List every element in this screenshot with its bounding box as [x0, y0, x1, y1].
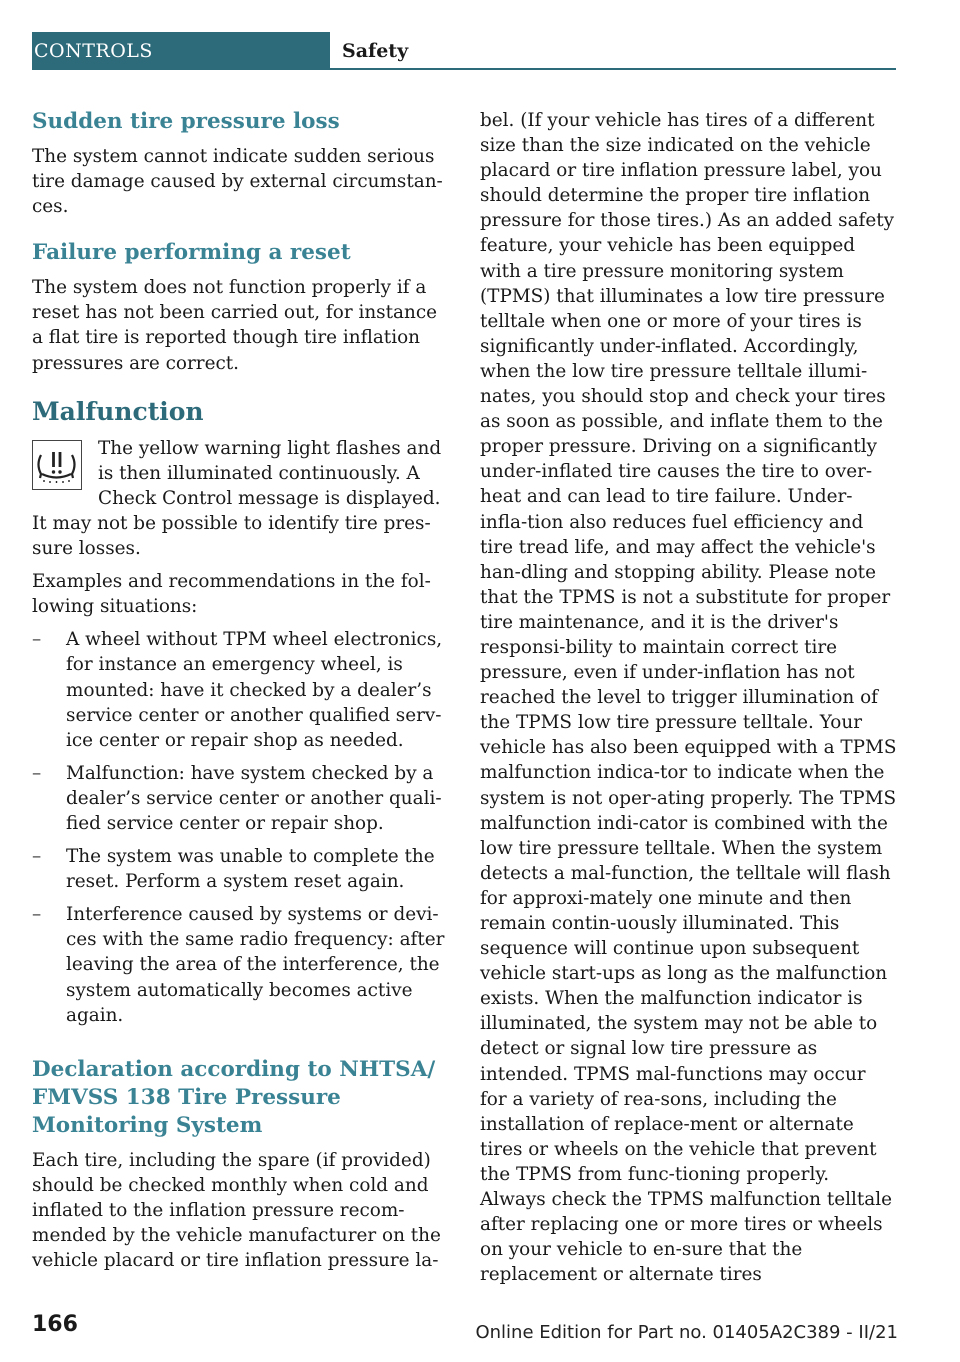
- list-item-text: Malfunction: have system checked by a dealer’s service center or another quali-fied service center or repair shop.: [66, 762, 442, 834]
- paragraph-not-possible: It may not be possible to identify tire pres-sure losses.: [32, 512, 431, 560]
- paragraph-declaration: Each tire, including the spare (if provided) should be checked monthly when cold and inflated to the inflation pressure recom-mended by the vehicle manufacturer on the vehicle placard or tire inflation pressure la-: [32, 1149, 441, 1272]
- list-item: [32, 627, 452, 752]
- paragraph-sudden-loss: The system cannot indicate sudden serious tire damage caused by external circumstan-ces.: [32, 146, 443, 218]
- paragraph-declaration-continued: bel. (If your vehicle has tires of a different size than the size indicated on the vehicle placard or tire inflation pressure label, you should determine the proper tire inflation pressure for those tires.) As an added safety feature, your vehicle has been equipped with a tire pressure monitoring system (TPMS) that illuminates a low tire pressure telltale when one or more of your tires is significantly under-inflated. Accordingly, when the low tire pressure telltale illumi-nates, you should stop and check your tires as soon as possible, and inflate them to the proper pressure. Driving on a significantly under-inflated tire causes the tire to over-heat and can lead to tire failure. Under-infla-tion also reduces fuel efficiency and tire tread life, and may affect the vehicle's han-dling and stopping ability. Please note that the TPMS is not a substitute for proper tire maintenance, and it is the driver's responsi-bility to maintain correct tire pressure, even if under-inflation has not reached the level to trigger illumination of the TPMS low tire pressure telltale. Your vehicle has also been equipped with a TPMS malfunction indica-tor to indicate when the system is not oper-ating properly. The TPMS malfunction indi-cator is combined with the low tire pressure telltale. When the system detects a mal-function, the telltale will flash for approxi-mately one minute and then remain contin-uously illuminated. This sequence will continue upon subsequent vehicle start-ups as long as the malfunction exists. When the malfunction indicator is illuminated, the system may not be able to detect or signal low tire pressure as intended. TPMS mal-functions may occur for a variety of rea-sons, including the installation of replace-ment or alternate tires or wheels on the vehicle that prevent the TPMS from func-tioning properly. Always check the TPMS malfunction telltale after replacing one or more tires or wheels on your vehicle to en-sure that the replacement or alternate tires: [480, 110, 897, 1286]
- tire-pressure-warning-icon: [32, 440, 82, 490]
- list-dash: –: [32, 846, 42, 868]
- list-item-text: The system was unable to complete the reset. Perform a system reset again.: [66, 846, 435, 893]
- edition-footer: Online Edition for Part no. 01405A2C389 - II/21: [475, 1322, 898, 1343]
- heading-sudden-tire-pressure-loss: Sudden tire pressure loss: [32, 109, 340, 134]
- page-header: [32, 32, 896, 70]
- paragraph-examples: Examples and recommendations in the fol-lowing situations:: [32, 571, 431, 618]
- paragraph-failure-reset: The system does not function properly if a reset has not been carried out, for instance a flat tire is reported though tire inflation pressures are correct.: [32, 277, 437, 374]
- list-dash: –: [32, 629, 42, 651]
- heading-malfunction: Malfunction: [32, 396, 204, 426]
- paragraph-warning-light: The yellow warning light flashes and is then illuminated continuously. A Check Control message is displayed.: [98, 437, 442, 509]
- page-number: 166: [32, 1312, 78, 1337]
- chapter-label: CONTROLS: [32, 32, 330, 68]
- list-dash: –: [32, 904, 42, 926]
- list-item: [32, 761, 452, 836]
- heading-failure-reset: Failure performing a reset: [32, 240, 351, 266]
- recommendation-list: [32, 627, 452, 1027]
- left-column: [32, 108, 452, 1273]
- list-item: [32, 902, 452, 1027]
- heading-declaration-nhtsa: Declaration according to NHTSA/ FMVSS 138 Tire Pressure Monitoring System: [32, 1056, 436, 1138]
- list-dash: –: [32, 762, 42, 784]
- list-item-text: Interference caused by systems or devi-ces with the same radio frequency: after leaving the area of the interference, the system automatically becomes active again.: [66, 904, 445, 1026]
- list-item-text: A wheel without TPM wheel electronics, for instance an emergency wheel, is mounted: have it checked by a dealer’s service center or another qualified serv-ice center or repair shop as needed.: [66, 629, 443, 751]
- right-column: [480, 108, 898, 1287]
- section-label: Safety: [342, 40, 409, 62]
- warning-block: [32, 436, 452, 511]
- list-item: [32, 844, 452, 894]
